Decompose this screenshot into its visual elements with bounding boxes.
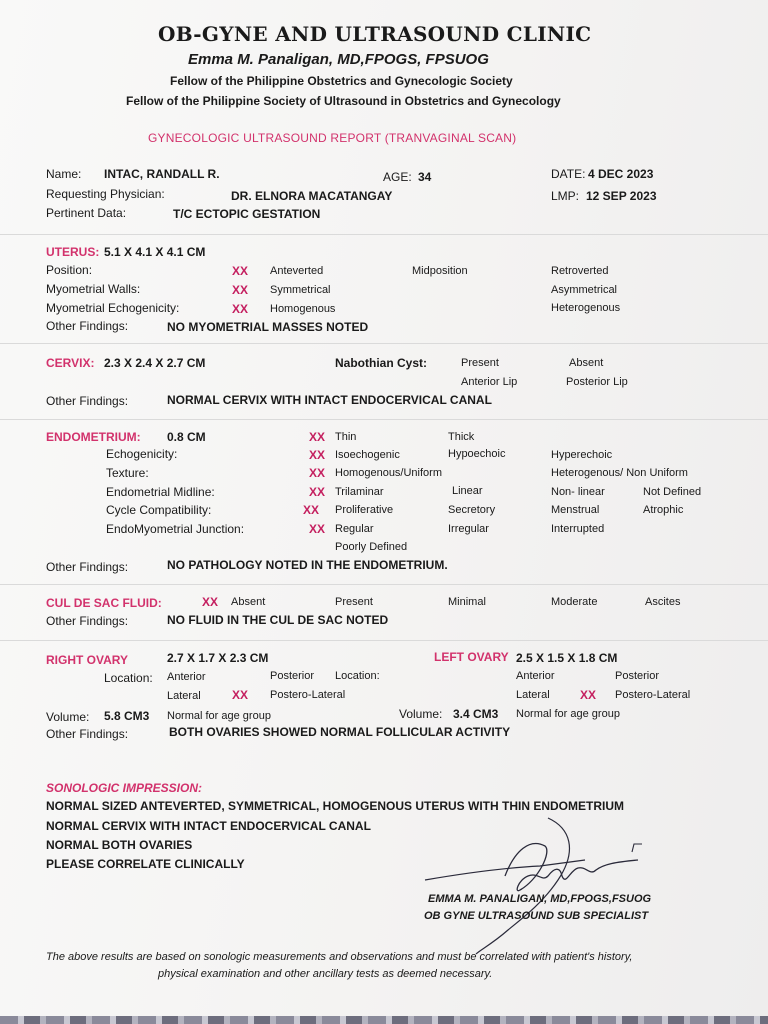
physician-label: Requesting Physician:: [46, 187, 165, 201]
left-option-lateral: Lateral: [516, 689, 550, 701]
signatory-name: EMMA M. PANALIGAN, MD,FPOGS,FSUOG: [428, 893, 652, 905]
right-ovary-label: RIGHT OVARY: [46, 653, 129, 667]
uterus-label: UTERUS:: [46, 245, 100, 259]
left-option-anterior: Anterior: [516, 670, 555, 682]
right-option-postero-lateral: Postero-Lateral: [270, 689, 346, 701]
option-not-defined: Not Defined: [643, 486, 702, 498]
option-absent: Absent: [231, 596, 266, 608]
disclaimer-line-1: The above results are based on sonologic measurements and observations and must be correlated with patient's history,: [46, 951, 633, 963]
junction-mark: XX: [309, 522, 326, 536]
impression-line-4: PLEASE CORRELATE CLINICALLY: [46, 857, 245, 871]
option-anteverted: Anteverted: [270, 265, 324, 277]
option-anterior-lip: Anterior Lip: [461, 376, 518, 388]
culdesac-label: CUL DE SAC FLUID:: [46, 596, 162, 610]
midline-label: Endometrial Midline:: [106, 485, 215, 499]
endometrium-label: ENDOMETRIUM:: [46, 430, 141, 444]
option-non-linear: Non- linear: [551, 486, 605, 498]
cervix-other-findings: NORMAL CERVIX WITH INTACT ENDOCERVICAL CANAL: [167, 393, 492, 407]
option-homogenous: Homogenous: [270, 303, 336, 315]
right-location-label: Location:: [104, 671, 153, 685]
report-date: 4 DEC 2023: [588, 167, 654, 181]
date-label: DATE:: [551, 167, 586, 181]
option-linear: Linear: [452, 485, 483, 497]
option-hyperechoic: Hyperechoic: [551, 449, 613, 461]
lmp-date: 12 SEP 2023: [586, 189, 657, 203]
texture-mark: XX: [309, 466, 326, 480]
ovaries-other-findings: BOTH OVARIES SHOWED NORMAL FOLLICULAR ACTIVITY: [169, 725, 511, 739]
disclaimer-line-2: physical examination and other ancillary tests as deemed necessary.: [158, 968, 493, 980]
option-midposition: Midposition: [412, 265, 468, 277]
option-asymmetrical: Asymmetrical: [551, 284, 618, 296]
right-ovary-mark: XX: [232, 688, 249, 702]
endometrium-other-findings: NO PATHOLOGY NOTED IN THE ENDOMETRIUM.: [167, 558, 448, 572]
right-option-lateral: Lateral: [167, 690, 201, 702]
endometrium-size: 0.8 CM: [167, 430, 206, 444]
left-ovary-label: LEFT OVARY: [434, 650, 509, 664]
right-option-anterior: Anterior: [167, 671, 206, 683]
pertinent-data: T/C ECTOPIC GESTATION: [173, 207, 321, 221]
impression-line-2: NORMAL CERVIX WITH INTACT ENDOCERVICAL CANAL: [46, 819, 371, 833]
right-ovary-size: 2.7 X 1.7 X 2.3 CM: [167, 651, 269, 665]
option-menstrual: Menstrual: [551, 504, 600, 516]
page-bottom-edge: [0, 1016, 768, 1024]
option-hypoechoic: Hypoechoic: [448, 448, 506, 460]
fellow-line-2: Fellow of the Philippine Society of Ultrasound in Obstetrics and Gynecology: [126, 94, 561, 108]
option-secretory: Secretory: [448, 504, 496, 516]
option-trilaminar: Trilaminar: [335, 486, 384, 498]
left-normal-for-age: Normal for age group: [516, 708, 620, 720]
report-title: GYNECOLOGIC ULTRASOUND REPORT (TRANVAGINAL SCAN): [148, 131, 517, 145]
walls-label: Myometrial Walls:: [46, 282, 141, 296]
culdesac-other-findings: NO FLUID IN THE CUL DE SAC NOTED: [167, 613, 389, 627]
left-option-postero-lateral: Postero-Lateral: [615, 689, 691, 701]
option-retroverted: Retroverted: [551, 265, 609, 277]
uterus-size: 5.1 X 4.1 X 4.1 CM: [104, 245, 206, 259]
option-minimal: Minimal: [448, 596, 486, 608]
option-irregular: Irregular: [448, 523, 489, 535]
age-label: AGE:: [383, 170, 412, 184]
divider: [0, 343, 768, 344]
divider: [0, 640, 768, 641]
signature-graphic: [420, 810, 660, 960]
option-isoechogenic: Isoechogenic: [335, 449, 400, 461]
endometrium-other-label: Other Findings:: [46, 560, 129, 574]
option-poorly-defined: Poorly Defined: [335, 541, 408, 553]
midline-mark: XX: [309, 485, 326, 499]
option-thin: Thin: [335, 431, 357, 443]
impression-label: SONOLOGIC IMPRESSION:: [46, 781, 203, 795]
right-ovary-volume: 5.8 CM3: [104, 709, 150, 723]
patient-name: INTAC, RANDALL R.: [104, 167, 220, 181]
position-label: Position:: [46, 263, 93, 277]
physician-name: DR. ELNORA MACATANGAY: [231, 189, 393, 203]
divider: [0, 584, 768, 585]
texture-label: Texture:: [106, 466, 149, 480]
thin-mark: XX: [309, 430, 326, 444]
junction-label: EndoMyometrial Junction:: [106, 522, 245, 536]
right-option-posterior: Posterior: [270, 670, 315, 682]
pertinent-label: Pertinent Data:: [46, 206, 127, 220]
option-present: Present: [461, 357, 499, 369]
culdesac-mark: XX: [202, 595, 219, 609]
patient-age: 34: [418, 170, 432, 184]
walls-mark: XX: [232, 283, 249, 297]
uterus-other-findings: NO MYOMETRIAL MASSES NOTED: [167, 320, 369, 334]
option-symmetrical: Symmetrical: [270, 284, 331, 296]
signatory-title: OB GYNE ULTRASOUND SUB SPECIALIST: [424, 910, 649, 922]
fellow-line-1: Fellow of the Philippine Obstetrics and Gynecologic Society: [170, 74, 513, 88]
option-moderate: Moderate: [551, 596, 598, 608]
name-label: Name:: [46, 167, 82, 181]
option-thick: Thick: [448, 431, 475, 443]
nabothian-label: Nabothian Cyst:: [335, 356, 428, 370]
culdesac-other-label: Other Findings:: [46, 614, 129, 628]
left-location-label: Location:: [335, 670, 380, 682]
uterus-other-label: Other Findings:: [46, 319, 129, 333]
position-mark: XX: [232, 264, 249, 278]
left-ovary-volume: 3.4 CM3: [453, 707, 499, 721]
endo-echogenicity-mark: XX: [309, 448, 326, 462]
cycle-label: Cycle Compatibility:: [106, 503, 212, 517]
cycle-mark: XX: [303, 503, 320, 517]
cervix-size: 2.3 X 2.4 X 2.7 CM: [104, 356, 206, 370]
echogenicity-mark: XX: [232, 302, 249, 316]
ovaries-other-label: Other Findings:: [46, 727, 129, 741]
option-absent: Absent: [569, 357, 604, 369]
left-option-posterior: Posterior: [615, 670, 660, 682]
right-volume-label: Volume:: [46, 710, 90, 724]
option-heterogenous-nonuniform: Heterogenous/ Non Uniform: [551, 467, 688, 479]
option-regular: Regular: [335, 523, 374, 535]
echogenicity-label: Myometrial Echogenicity:: [46, 301, 180, 315]
divider: [0, 234, 768, 235]
left-ovary-size: 2.5 X 1.5 X 1.8 CM: [516, 651, 618, 665]
impression-line-1: NORMAL SIZED ANTEVERTED, SYMMETRICAL, HOMOGENOUS UTERUS WITH THIN ENDOMETRIUM: [46, 799, 624, 813]
option-homogenous-uniform: Homogenous/Uniform: [335, 467, 442, 479]
left-volume-label: Volume:: [399, 707, 443, 721]
option-heterogenous: Heterogenous: [551, 302, 621, 314]
option-present: Present: [335, 596, 373, 608]
impression-line-3: NORMAL BOTH OVARIES: [46, 838, 193, 852]
endo-echogenicity-label: Echogenicity:: [106, 447, 178, 461]
option-proliferative: Proliferative: [335, 504, 394, 516]
left-ovary-mark: XX: [580, 688, 597, 702]
cervix-label: CERVIX:: [46, 356, 95, 370]
right-normal-for-age: Normal for age group: [167, 710, 271, 722]
option-posterior-lip: Posterior Lip: [566, 376, 628, 388]
option-interrupted: Interrupted: [551, 523, 605, 535]
option-atrophic: Atrophic: [643, 504, 684, 516]
lmp-label: LMP:: [551, 189, 580, 203]
clinic-name: OB-GYNE AND ULTRASOUND CLINIC: [158, 22, 592, 46]
cervix-other-label: Other Findings:: [46, 394, 129, 408]
option-ascites: Ascites: [645, 596, 681, 608]
doctor-name: Emma M. Panaligan, MD,FPOGS, FPSUOG: [188, 51, 489, 68]
divider: [0, 419, 768, 420]
